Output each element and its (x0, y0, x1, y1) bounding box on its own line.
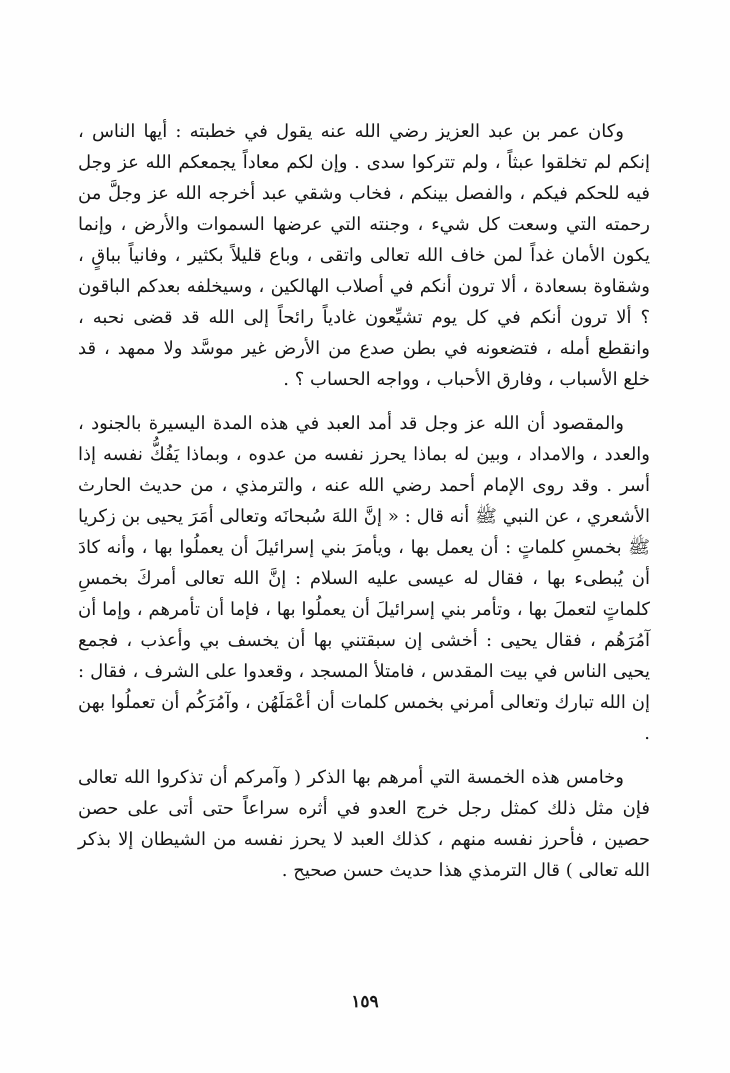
paragraph-hadith-yahya: والمقصود أن الله عز وجل قد أمد العبد في هذه المدة اليسيرة بالجنود ، والعدد ، والامداد ، وبين له بماذا يحرز نفسه من عدوه ، وبماذا يَفُكُّ نفسه إذا أسر . وقد روى الإمام أحمد رضي الله عنه ، والترمذي ، من حديث الحارث الأشعري ، عن النبي ﷺ أنه قال : « إنَّ اللهَ سُبحانَه وتعالى أمَرَ يحيى بن زكريا ﷺ بخمسِ كلماتٍ : أن يعمل بها ، ويأمرَ بني إسرائيلَ أن يعملُوا بها ، وأنه كادَ أن يُبطىء بها ، فقال له عيسى عليه السلام : إنَّ الله تعالى أمركَ بخمسِ كلماتٍ لتعملَ بها ، وتأمر بني إسرائيلَ أن يعملُوا بها ، فإما أن تأمرهم ، وإما أن آمُرَهُم ، فقال يحيى : أخشى إن سبقتني بها أن يخسف بي وأعذب ، فجمع يحيى الناس في بيت المقدس ، فامتلأ المسجد ، وقعدوا على الشرف ، فقال : إن الله تبارك وتعالى أمرني بخمس كلمات أن أعْمَلَهُن ، وآمُرَكُم أن تعملُوا بهن . (78, 413, 650, 744)
paragraph-umar-sermon: وكان عمر بن عبد العزيز رضي الله عنه يقول في خطبته : أيها الناس ، إنكم لم تخلقوا عبثاً ، ولم تتركوا سدى . وإن لكم معاداً يجمعكم الله عز وجل فيه للحكم فيكم ، والفصل بينكم ، فخاب وشقي عبد أخرجه الله عز وجلَّ من رحمته التي وسعت كل شيء ، وجنته التي عرضها السموات والأرض ، وإنما يكون الأمان غداً لمن خاف الله تعالى واتقى ، وباع قليلاً بكثير ، وفانياً بباقٍ ، وشقاوة بسعادة ، ألا ترون أنكم في أصلاب الهالكين ، وسيخلفه بعدكم الباقون ؟ ألا ترون أنكم في كل يوم تشيِّعون غادياً رائحاً إلى الله قد قضى نحبه ، وانقطع أمله ، فتضعونه في بطن صدع من الأرض غير موسَّد ولا ممهد ، قد خلع الأسباب ، وفارق الأحباب ، وواجه الحساب ؟ . (78, 121, 650, 390)
page-number: ١٥٩ (351, 992, 379, 1012)
body-text (78, 116, 650, 886)
paragraph-fifth-command: وخامس هذه الخمسة التي أمرهم بها الذكر ( وآمركم أن تذكروا الله تعالى فإن مثل ذلك كمثل رجل خرج العدو في أثره سراعاً حتى أتى على حصن حصين ، فأحرز نفسه منهم ، كذلك العبد لا يحرز نفسه من الشيطان إلا بذكر الله تعالى ) قال الترمذي هذا حديث حسن صحيح . (78, 767, 650, 881)
